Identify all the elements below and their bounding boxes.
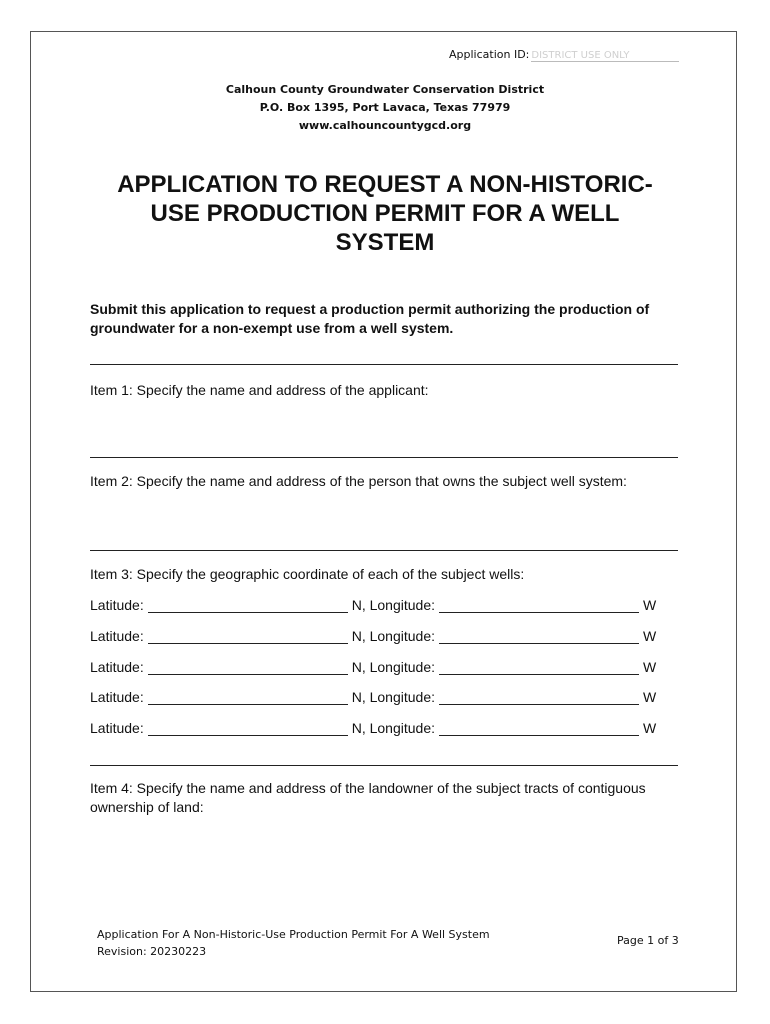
west-label: W (643, 628, 657, 644)
intro-text: Submit this application to request a production permit authorizing the production of groundwater for a non-exempt use from a well system. (90, 301, 650, 336)
latitude-field[interactable] (148, 721, 348, 736)
longitude-label: N, Longitude: (351, 628, 436, 644)
longitude-field[interactable] (439, 690, 639, 705)
title-line-1: APPLICATION TO REQUEST A NON-HISTORIC- (117, 171, 653, 198)
page-number: Page 1 of 3 (617, 934, 679, 947)
page-title (60, 170, 710, 257)
title-line-2: USE PRODUCTION PERMIT FOR A WELL (150, 200, 620, 227)
longitude-field[interactable] (439, 721, 639, 736)
divider (90, 765, 678, 766)
longitude-label: N, Longitude: (351, 720, 436, 736)
footer-revision: Revision: 20230223 (97, 945, 207, 958)
coordinate-row (90, 718, 656, 736)
longitude-label: N, Longitude: (351, 659, 436, 675)
longitude-field[interactable] (439, 598, 639, 613)
org-address: P.O. Box 1395, Port Lavaca, Texas 77979 (259, 101, 511, 114)
coordinate-row (90, 657, 656, 675)
west-label: W (643, 659, 657, 675)
west-label: W (643, 597, 657, 613)
latitude-field[interactable] (148, 690, 348, 705)
west-label: W (643, 720, 657, 736)
latitude-label: Latitude: (90, 689, 144, 705)
latitude-field[interactable] (148, 598, 348, 613)
longitude-label: N, Longitude: (351, 689, 436, 705)
latitude-label: Latitude: (90, 720, 144, 736)
item-3-label: Item 3: Specify the geographic coordinate of each of the subject wells: (90, 566, 525, 582)
divider (90, 550, 678, 551)
longitude-label: N, Longitude: (351, 597, 436, 613)
application-id (449, 48, 679, 62)
coordinate-row (90, 595, 656, 613)
application-id-field[interactable]: DISTRICT USE ONLY (531, 50, 679, 62)
longitude-field[interactable] (439, 660, 639, 675)
org-website: www.calhouncountygcd.org (298, 119, 472, 132)
latitude-label: Latitude: (90, 628, 144, 644)
footer-doc-title: Application For A Non-Historic-Use Production Permit For A Well System (97, 928, 490, 941)
longitude-field[interactable] (439, 629, 639, 644)
coordinate-row (90, 687, 656, 705)
latitude-field[interactable] (148, 629, 348, 644)
divider (90, 364, 678, 365)
item-1-label: Item 1: Specify the name and address of the applicant: (90, 382, 429, 398)
footer (97, 926, 490, 960)
divider (90, 457, 678, 458)
application-id-label: Application ID: (449, 48, 530, 61)
item-2-label: Item 2: Specify the name and address of the person that owns the subject well system: (90, 473, 627, 489)
latitude-field[interactable] (148, 660, 348, 675)
coordinate-row (90, 626, 656, 644)
org-name: Calhoun County Groundwater Conservation District (225, 83, 545, 96)
title-line-3: SYSTEM (335, 229, 435, 256)
item-4-label: Item 4: Specify the name and address of the landowner of the subject tracts of contiguous ownership of land: (90, 780, 646, 815)
latitude-label: Latitude: (90, 597, 144, 613)
west-label: W (643, 689, 657, 705)
latitude-label: Latitude: (90, 659, 144, 675)
